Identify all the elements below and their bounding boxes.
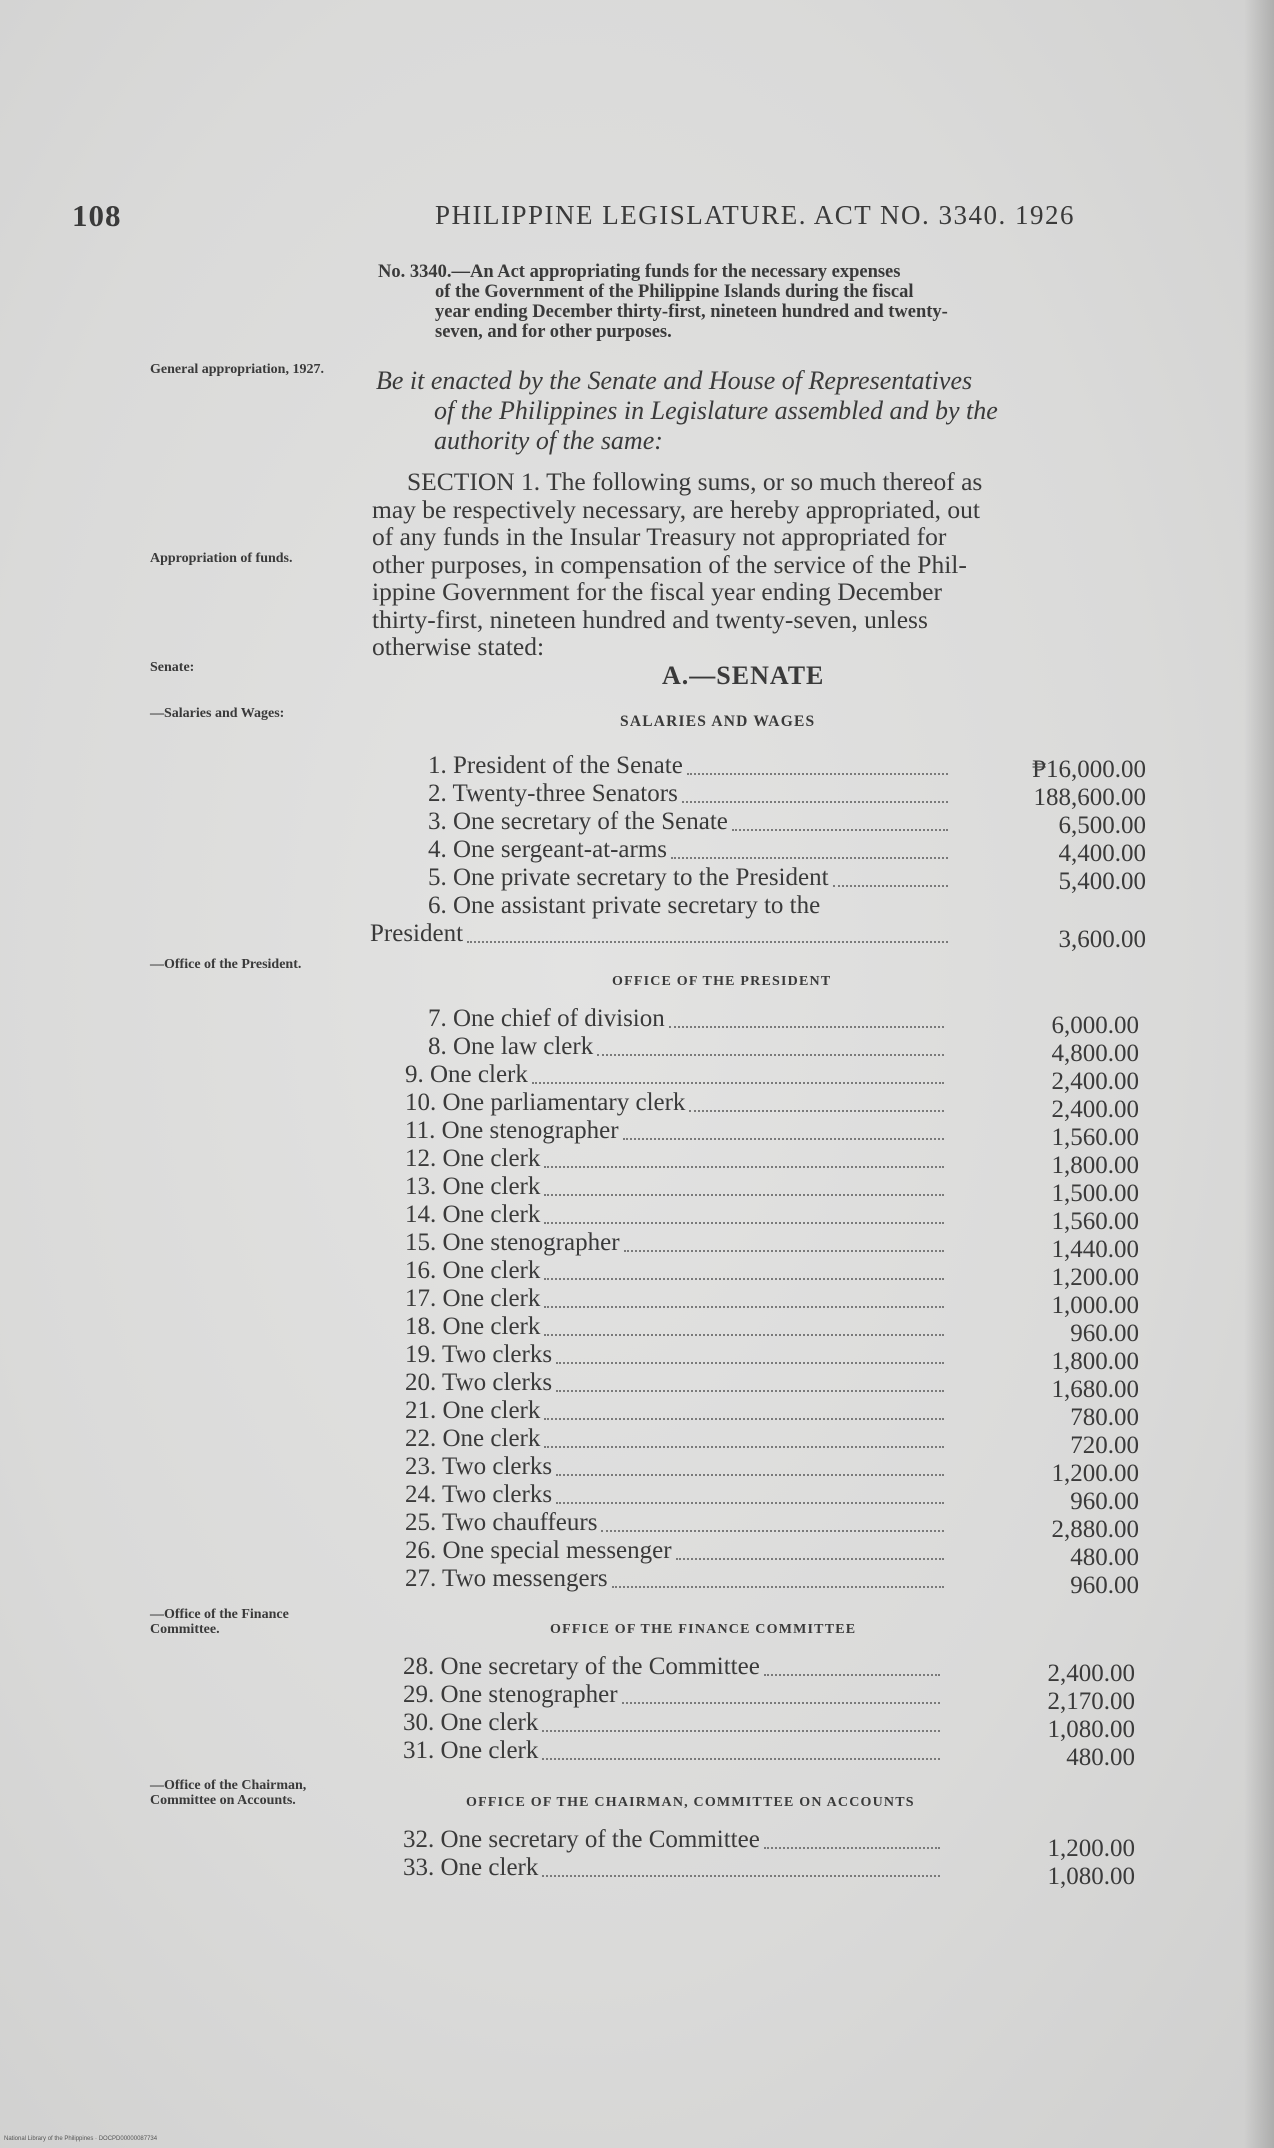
item-amount: 2,400.00 — [1051, 1068, 1139, 1095]
item-label: 16. One clerk — [405, 1257, 541, 1284]
dot-leader — [467, 941, 948, 943]
dot-leader — [544, 1334, 944, 1336]
item-amount: 2,880.00 — [1051, 1516, 1139, 1543]
item-label: 27. Two messengers — [405, 1565, 608, 1592]
item-amount: 780.00 — [1070, 1404, 1139, 1431]
page-number: 108 — [72, 198, 122, 233]
item-label: 12. One clerk — [405, 1145, 541, 1172]
item-amount: 188,600.00 — [1033, 784, 1146, 811]
running-head: PHILIPPINE LEGISLATURE. ACT NO. 3340. 1926 — [435, 200, 1076, 230]
item-amount: ₱16,000.00 — [1032, 756, 1146, 783]
item-label: 18. One clerk — [405, 1313, 541, 1340]
item-amount: 1,080.00 — [1047, 1863, 1135, 1890]
margin-note-chairman: —Office of the Chairman, Committee on Accounts. — [150, 1778, 307, 1808]
item-amount: 720.00 — [1070, 1432, 1139, 1459]
dot-leader — [764, 1674, 940, 1676]
margin-note-appropriation: Appropriation of funds. — [150, 551, 293, 566]
section-line: may be respectively necessary, are hereby appropriated, out — [372, 494, 980, 524]
item-amount: 4,800.00 — [1051, 1040, 1139, 1067]
dot-leader — [597, 1054, 944, 1056]
item-amount: 1,680.00 — [1051, 1376, 1139, 1403]
item-label: 28. One secretary of the Committee — [403, 1653, 760, 1680]
dot-leader — [532, 1082, 944, 1084]
dot-leader — [556, 1474, 944, 1476]
dot-leader — [764, 1847, 940, 1849]
item-amount: 2,400.00 — [1051, 1096, 1139, 1123]
item-amount: 1,800.00 — [1051, 1348, 1139, 1375]
item-label: 4. One sergeant-at-arms — [428, 836, 668, 863]
dot-leader — [556, 1362, 944, 1364]
section-label: SECTION 1. — [407, 467, 541, 496]
item-label: 17. One clerk — [405, 1285, 541, 1312]
item-label: 9. One clerk — [405, 1061, 528, 1088]
enacting-line: Be it enacted by the Senate and House of Representatives — [376, 366, 973, 395]
dot-leader — [612, 1586, 944, 1588]
item-label: 24. Two clerks — [405, 1481, 553, 1508]
item-label: 6. One assistant private secretary to the — [428, 892, 821, 919]
margin-note-finance: —Office of the Finance Committee. — [150, 1607, 289, 1637]
item-amount: 3,600.00 — [1058, 926, 1146, 953]
item-label: 29. One stenographer — [403, 1681, 618, 1708]
dot-leader — [544, 1306, 944, 1308]
dot-leader — [542, 1758, 940, 1760]
item-label: 33. One clerk — [403, 1854, 539, 1881]
item-amount: 1,560.00 — [1051, 1208, 1139, 1235]
dot-leader — [682, 801, 948, 803]
item-label: 22. One clerk — [405, 1425, 541, 1452]
item-label: 3. One secretary of the Senate — [428, 808, 728, 835]
dot-leader — [833, 885, 948, 887]
scan-footer: National Library of the Philippines · DOCPD00000087734 — [4, 2136, 158, 2142]
margin-note-president: —Office of the President. — [150, 957, 302, 972]
section-line — [372, 468, 1150, 496]
dot-leader — [544, 1166, 944, 1168]
item-label: 26. One special messenger — [405, 1537, 672, 1564]
dot-leader — [601, 1530, 944, 1532]
item-label: 11. One stenographer — [405, 1117, 619, 1144]
act-title — [378, 262, 1153, 342]
dot-leader — [623, 1138, 944, 1140]
item-amount: 2,170.00 — [1047, 1688, 1135, 1715]
item-label: 14. One clerk — [405, 1201, 541, 1228]
act-title-line: seven, and for other purposes. — [435, 322, 672, 342]
item-label: 15. One stenographer — [405, 1229, 620, 1256]
item-amount: 6,500.00 — [1058, 812, 1146, 839]
item-amount: 1,200.00 — [1051, 1460, 1139, 1487]
act-title-line: year ending December thirty-first, nineteen hundred and twenty- — [435, 302, 948, 322]
dot-leader — [542, 1875, 940, 1877]
item-label: 13. One clerk — [405, 1173, 541, 1200]
item-amount: 2,400.00 — [1047, 1660, 1135, 1687]
item-amount: 6,000.00 — [1051, 1012, 1139, 1039]
senate-heading: A.—SENATE — [662, 661, 825, 690]
item-amount: 480.00 — [1070, 1544, 1139, 1571]
margin-note-salaries: —Salaries and Wages: — [150, 706, 285, 721]
item-amount: 1,560.00 — [1051, 1124, 1139, 1151]
dot-leader — [542, 1730, 940, 1732]
item-amount: 960.00 — [1070, 1572, 1139, 1599]
item-label: 25. Two chauffeurs — [405, 1509, 598, 1536]
section-one — [372, 468, 1150, 661]
item-label: 7. One chief of division — [428, 1005, 665, 1032]
item-label: 31. One clerk — [403, 1737, 539, 1764]
dot-leader — [732, 829, 948, 831]
act-title-line: No. 3340.—An Act appropriating funds for the necessary expenses — [378, 262, 901, 282]
dot-leader — [544, 1278, 944, 1280]
dot-leader — [544, 1222, 944, 1224]
item-label: 19. Two clerks — [405, 1341, 553, 1368]
item-amount: 1,000.00 — [1051, 1292, 1139, 1319]
item-amount: 960.00 — [1070, 1488, 1139, 1515]
enacting-line: authority of the same: — [434, 426, 663, 455]
subheading-finance: OFFICE OF THE FINANCE COMMITTEE — [550, 1622, 857, 1637]
section-line: thirty-first, nineteen hundred and twenty-seven, unless — [372, 604, 928, 634]
item-label: 5. One private secretary to the President — [428, 864, 829, 891]
section-line: ippine Government for the fiscal year ending December — [372, 577, 942, 606]
act-title-line: of the Government of the Philippine Islands during the fiscal — [435, 282, 914, 302]
enacting-clause — [376, 366, 1156, 456]
enacting-line: of the Philippines in Legislature assembled and by the — [434, 396, 998, 425]
dot-leader — [687, 773, 948, 775]
dot-leader — [671, 857, 948, 859]
dot-leader — [544, 1194, 944, 1196]
section-line: of any funds in the Insular Treasury not appropriated for — [372, 522, 947, 551]
item-label: 10. One parliamentary clerk — [405, 1089, 686, 1116]
item-label: President — [370, 920, 464, 947]
section-line: other purposes, in compensation of the service of the Phil- — [372, 549, 967, 579]
item-label: 2. Twenty-three Senators — [428, 780, 678, 807]
dot-leader — [622, 1702, 940, 1704]
item-amount: 1,080.00 — [1047, 1716, 1135, 1743]
dot-leader — [556, 1502, 944, 1504]
margin-note-general: General appropriation, 1927. — [150, 362, 324, 377]
item-amount: 480.00 — [1066, 1744, 1135, 1771]
scan-edge-shadow — [1244, 0, 1274, 2148]
dot-leader — [676, 1558, 944, 1560]
subheading-salaries: SALARIES AND WAGES — [620, 713, 816, 730]
subheading-chairman: OFFICE OF THE CHAIRMAN, COMMITTEE ON ACCOUNTS — [466, 1795, 915, 1810]
item-label: 23. Two clerks — [405, 1453, 553, 1480]
item-label: 8. One law clerk — [428, 1033, 594, 1060]
item-label: 32. One secretary of the Committee — [403, 1826, 760, 1853]
item-label: 30. One clerk — [403, 1709, 539, 1736]
item-amount: 1,500.00 — [1051, 1180, 1139, 1207]
item-amount: 4,400.00 — [1058, 840, 1146, 867]
dot-leader — [624, 1250, 944, 1252]
dot-leader — [544, 1418, 944, 1420]
item-amount: 1,200.00 — [1047, 1835, 1135, 1862]
item-amount: 1,440.00 — [1051, 1236, 1139, 1263]
item-label: 20. Two clerks — [405, 1369, 553, 1396]
section-line-text: The following sums, or so much thereof as — [546, 467, 983, 496]
dot-leader — [544, 1446, 944, 1448]
section-line: otherwise stated: — [372, 632, 545, 661]
dot-leader — [689, 1110, 944, 1112]
item-amount: 5,400.00 — [1058, 868, 1146, 895]
margin-note-senate: Senate: — [150, 660, 195, 675]
dot-leader — [669, 1026, 944, 1028]
item-label: 21. One clerk — [405, 1397, 541, 1424]
item-label: 1. President of the Senate — [428, 752, 683, 779]
dot-leader — [556, 1390, 944, 1392]
item-amount: 1,200.00 — [1051, 1264, 1139, 1291]
item-amount: 960.00 — [1070, 1320, 1139, 1347]
item-amount: 1,800.00 — [1051, 1152, 1139, 1179]
subheading-president: OFFICE OF THE PRESIDENT — [612, 974, 832, 989]
